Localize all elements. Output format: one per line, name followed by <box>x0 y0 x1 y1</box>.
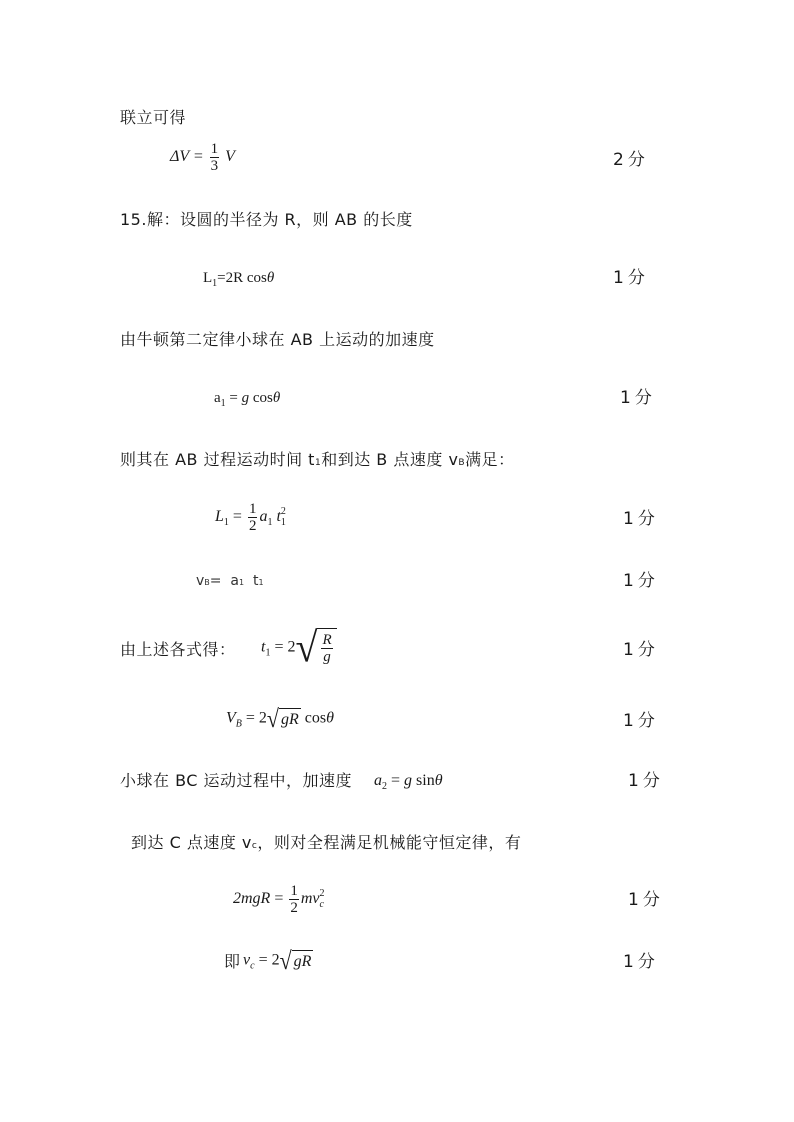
eq4-tsup: 2 <box>280 505 286 517</box>
t4-a: 则其在 AB 过程运动时间 t <box>120 450 315 469</box>
eq8-asub: 2 <box>382 781 387 792</box>
eq4-l: L <box>215 508 224 526</box>
eq8-eq: = <box>387 772 405 789</box>
eq6-eq: = 2 <box>270 638 296 656</box>
eq9-mv: mv <box>300 890 320 908</box>
equation-t1 <box>261 623 337 672</box>
equation-vb <box>196 573 264 589</box>
eq8-theta: θ <box>434 772 443 789</box>
text-simultaneous: 联立可得 <box>120 108 187 127</box>
eq4-eq: = <box>228 508 246 526</box>
eq9-fraction <box>289 883 299 916</box>
text-newton-second-law: 由牛顿第二定律小球在 AB 上运动的加速度 <box>120 330 435 349</box>
t4-sub: 1 <box>314 458 322 468</box>
eq9-lhs: 2mgR <box>233 890 271 908</box>
eq4-a: a <box>259 508 268 526</box>
score-7: 1分 <box>623 711 659 731</box>
eq3-a: a <box>214 390 221 406</box>
score-2: 1分 <box>613 268 649 288</box>
eq6-fraction <box>321 632 332 665</box>
eq2-rhs: =2R cos <box>217 270 267 286</box>
equation-delta-v <box>170 141 235 174</box>
eq1-den: 3 <box>210 158 219 174</box>
score-6: 1分 <box>623 640 659 660</box>
eq4-t: t <box>272 508 281 526</box>
eq4-num: 1 <box>248 501 257 517</box>
eq4-subsup <box>280 505 289 528</box>
eq10-vsub: c <box>250 960 255 972</box>
eq5-eq: = a <box>209 573 240 589</box>
eq1-num: 1 <box>210 141 219 157</box>
equation-vb-final <box>226 704 334 733</box>
eq7-sqrt: √ gR <box>266 704 299 733</box>
eq3-eq: = <box>225 390 242 406</box>
eq6-den: g <box>323 649 331 665</box>
eq10-eq: = 2 <box>254 951 280 969</box>
score-8: 1分 <box>628 771 664 791</box>
text-problem-15: 15.解：设圆的半径为 R，则 AB 的长度 <box>120 210 413 229</box>
t7-a: 到达 C 点速度 v <box>131 833 252 852</box>
t4-b: 和到达 B 点速度 v <box>321 450 459 469</box>
score-1: 2分 <box>613 150 649 170</box>
eq9-eq: = <box>270 890 288 908</box>
eq1-fraction <box>210 141 220 174</box>
eq3-theta: θ <box>272 390 281 406</box>
eq7-v: V <box>226 709 236 727</box>
t7-sub: c <box>251 841 258 851</box>
eq8-g: g <box>404 772 413 789</box>
t7-b: ，则对全程满足机械能守恒定律，有 <box>257 833 522 852</box>
eq1-lhs: ΔV = <box>170 148 204 166</box>
eq2-l: L <box>203 270 213 286</box>
text-bc-motion: 小球在 BC 运动过程中，加速度 <box>120 771 353 790</box>
eq8-sin: sin <box>412 772 435 789</box>
score-5: 1分 <box>623 571 659 591</box>
eq7-vsub: B <box>235 718 242 730</box>
eq6-tsub: 1 <box>265 647 271 659</box>
eq5-vsub: B <box>204 578 210 587</box>
score-9: 1分 <box>628 890 664 910</box>
eq5-asub: 1 <box>239 578 245 587</box>
score-4: 1分 <box>623 509 659 529</box>
eq10-sqrt: √ gR <box>279 946 312 975</box>
eq7-cos: cos <box>300 709 327 727</box>
eq10-rad: gR <box>292 950 314 972</box>
eq4-asub: 1 <box>267 517 273 529</box>
text-reach-c <box>131 833 794 856</box>
equation-l1-kinematics <box>215 501 289 534</box>
text-from-above: 由上述各式得： <box>120 640 236 659</box>
equation-energy <box>233 883 328 916</box>
eq3-g: g <box>241 390 250 406</box>
eq2-sub: 1 <box>212 278 218 289</box>
eq4-fraction <box>248 501 258 534</box>
eq9-vsup: 2 <box>319 887 325 899</box>
text-thus: 即 <box>224 952 241 971</box>
eq5-t: t <box>244 573 259 589</box>
t4-sub2: B <box>458 458 466 468</box>
eq6-sqrt: √ $\frac{R}{g}$ <box>295 628 336 668</box>
equation-vc <box>243 946 313 975</box>
eq2-theta: θ <box>266 270 275 286</box>
t4-c: 满足： <box>465 450 515 469</box>
eq4-sub: 1 <box>223 517 229 529</box>
eq9-vsub: c <box>319 898 324 910</box>
eq8-a: a <box>374 772 382 789</box>
eq3-sub: 1 <box>220 398 226 409</box>
eq5-tsub: 1 <box>258 578 264 587</box>
equation-l1 <box>203 270 274 289</box>
eq4-tsub: 1 <box>280 516 286 528</box>
score-10: 1分 <box>623 952 659 972</box>
score-3: 1分 <box>620 388 656 408</box>
eq7-eq: = 2 <box>241 709 267 727</box>
eq9-subsup <box>319 887 328 910</box>
eq7-theta: θ <box>326 709 334 727</box>
eq5-v: v <box>196 573 205 589</box>
eq10-v: v <box>243 951 251 969</box>
equation-a2 <box>374 772 443 792</box>
eq4-den: 2 <box>248 518 257 534</box>
eq6-t: t <box>261 638 266 656</box>
text-ab-process <box>120 450 794 473</box>
eq3-cos: cos <box>249 390 273 406</box>
eq9-den: 2 <box>290 900 298 916</box>
eq7-rad: gR <box>279 708 301 730</box>
eq6-num: R <box>322 632 332 648</box>
eq1-rhs: V <box>225 148 235 166</box>
eq9-num: 1 <box>290 883 298 899</box>
equation-a1 <box>214 390 280 409</box>
